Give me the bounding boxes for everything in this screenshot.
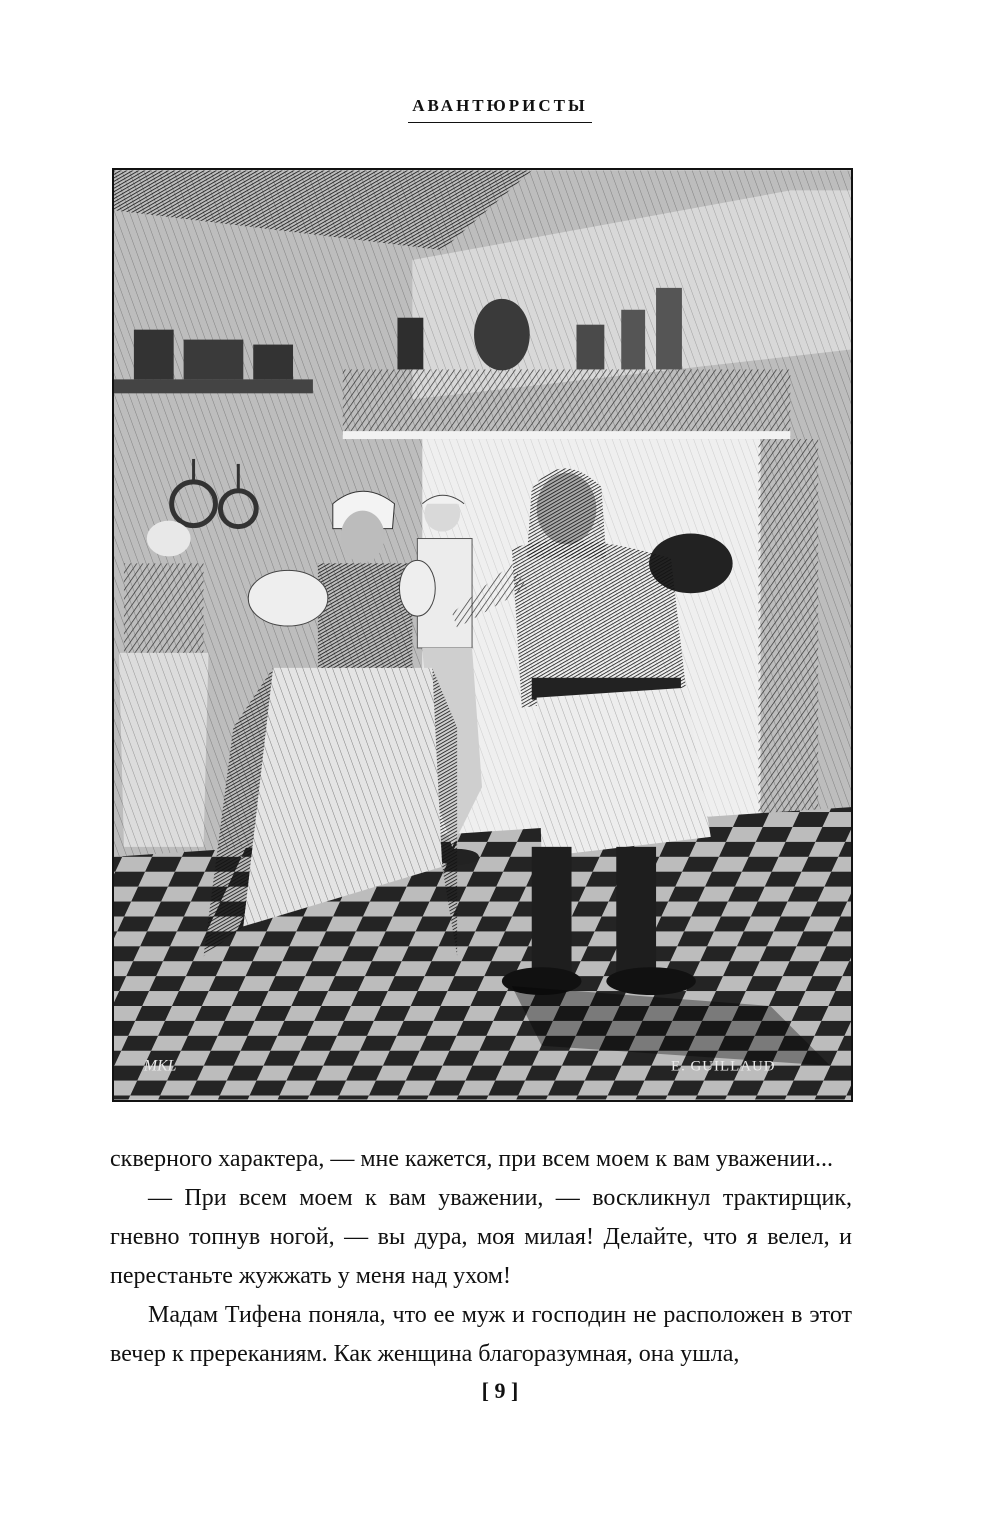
running-head-title: АВАНТЮРИСТЫ [408,96,591,123]
engraver-signature-left: MKL [143,1057,177,1075]
paragraph-continuation: скверного характера, — мне кажется, при всем моем к вам уважении... [110,1146,834,1172]
paragraph-narration: Мадам Тифена поняла, что ее муж и господин не расположен в этот вечер к пререканиям. Как женщина благоразумная, она ушла, [110,1302,852,1367]
engraver-signature-right: E. GUILLAUD [670,1058,776,1075]
engraving-illustration [112,168,853,1102]
paragraph-dialogue: — При всем моем к вам уважении, — воскликнул трактирщик, гневно топнув ногой, — вы дура, моя милая! Делайте, что я велел, и перестаньте жужжать у меня над ухом! [110,1185,852,1289]
running-head [0,96,1000,123]
page-number: [ 9 ] [481,1378,519,1403]
kitchen-scene-engraving [114,170,851,1100]
body-text [110,1140,852,1374]
